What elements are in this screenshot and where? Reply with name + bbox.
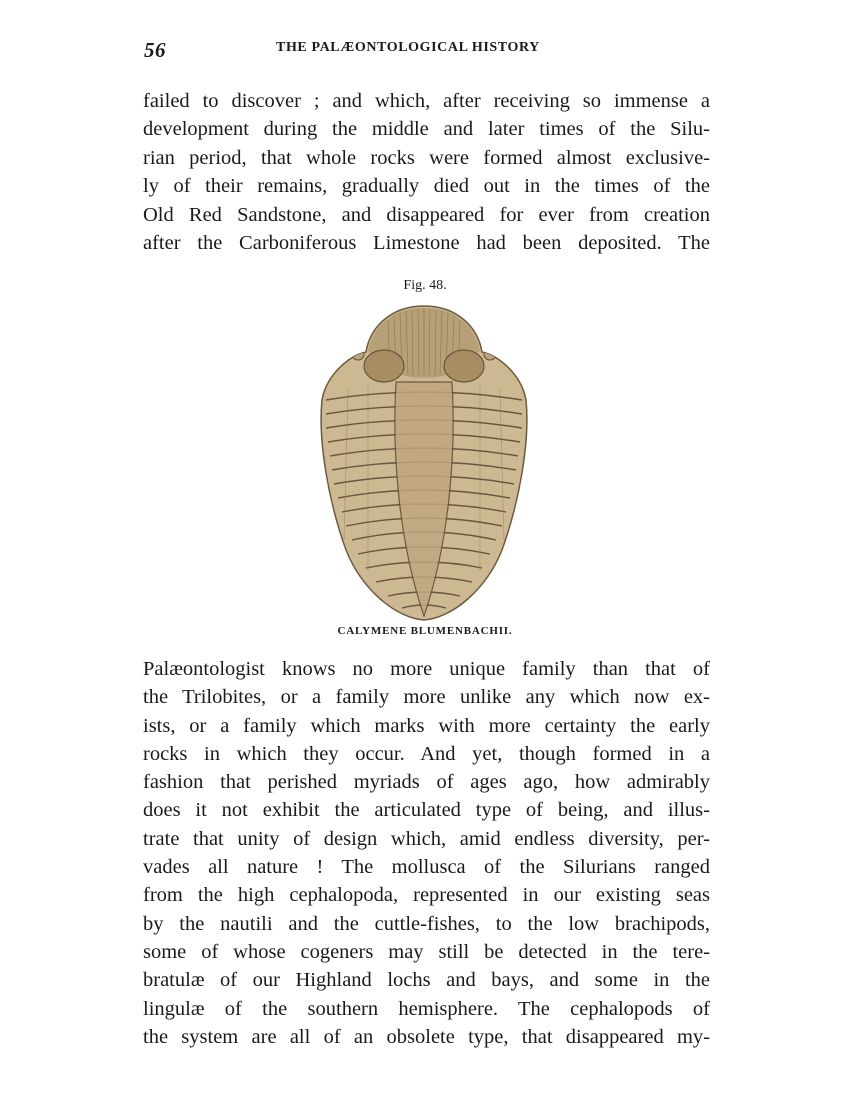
paragraph-top (143, 87, 710, 257)
text-line: ists, or a family which marks with more certainty the early (143, 714, 710, 737)
page-number: 56 (144, 38, 166, 62)
running-head: THE PALÆONTOLOGICAL HISTORY (276, 40, 540, 55)
text-line: Old Red Sandstone, and disappeared for ever from creation (143, 203, 710, 226)
text-line: rocks in which they occur. And yet, though formed in a (143, 742, 710, 765)
text-line: failed to discover ; and which, after receiving so immense a (143, 90, 710, 112)
text-line: from the high cephalopoda, represented in our existing seas (143, 884, 710, 907)
trilobite-illustration (318, 300, 530, 622)
text-line: Palæontologist knows no more unique family than that of (143, 658, 710, 680)
text-line: some of whose cogeners may still be detected in the tere- (143, 940, 710, 963)
paragraph-bottom (143, 655, 710, 1051)
text-line: fashion that perished myriads of ages ago, how admirably (143, 771, 710, 794)
text-line: ly of their remains, gradually died out in the times of the (143, 175, 710, 198)
text-line: does it not exhibit the articulated type of being, and illus- (143, 799, 710, 822)
text-line: by the nautili and the cuttle-fishes, to the low brachipods, (143, 912, 710, 935)
text-line: development during the middle and later times of the Silu- (143, 118, 710, 141)
text-line: rian period, that whole rocks were formed almost exclusive- (143, 146, 710, 169)
text-line: vades all nature ! The mollusca of the Silurians ranged (143, 856, 710, 879)
text-line: bratulæ of our Highland lochs and bays, and some in the (143, 969, 710, 992)
figure-label: Fig. 48. (403, 278, 447, 293)
text-line: lingulæ of the southern hemisphere. The cephalopods of (143, 997, 710, 1020)
text-line: after the Carboniferous Limestone had been deposited. The (143, 231, 710, 254)
text-line: the system are all of an obsolete type, that disappeared my- (143, 1025, 710, 1048)
text-line: trate that unity of design which, amid endless diversity, per- (143, 827, 710, 850)
text-line: the Trilobites, or a family more unlike any which now ex- (143, 686, 710, 709)
figure-caption: CALYMENE BLUMENBACHII. (337, 625, 513, 637)
